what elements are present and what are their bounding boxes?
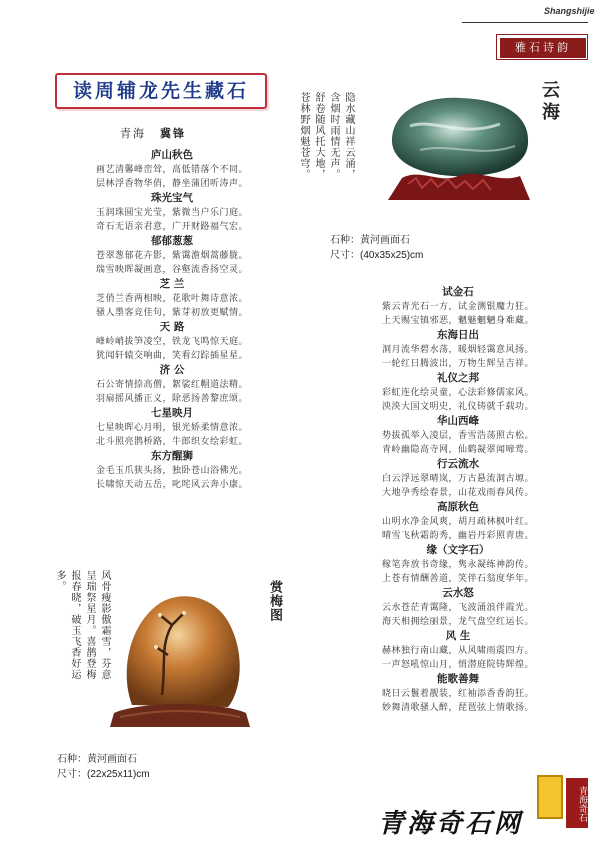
- header-divider: [462, 22, 588, 23]
- poem-line: 峰岭峭拔笋凌空，铁龙飞鸣惊天庭。: [95, 337, 248, 347]
- size-label: 尺寸：: [330, 250, 360, 261]
- poem-line: 妙舞清歌骚人醉，琵琶弦上情歌扬。: [381, 703, 534, 713]
- stamp-icon: [537, 775, 563, 819]
- poem-line: 北斗照亮鹊桥路，牛郎织女绘彩虹。: [95, 437, 248, 447]
- stone-left-label: 赏梅图: [267, 580, 282, 622]
- poem-line: 画艺清馨峰峦耸，高低错落个不同。: [95, 165, 248, 175]
- poem-title: 庐山秋色: [151, 149, 193, 161]
- column-label: 雅石诗韵: [500, 38, 586, 58]
- author-region: 青海: [120, 127, 146, 140]
- poem-line: 犹闻轩辕交响曲，笑看幻踪插星星。: [95, 351, 248, 361]
- article-title-box: [55, 73, 267, 109]
- stone-right-poem: 隐水藏山祥云涌，含烟时雨情无声。舒卷随风托大地，苍林野烟魁苍穹。: [298, 92, 354, 180]
- poem-line: 七星映晖心月明，银光娇柔情意浓。: [95, 423, 248, 433]
- cloud-sea-stone-image: [380, 88, 535, 206]
- poem-title: 风 生: [445, 630, 471, 642]
- poem-title: 高原秋色: [437, 501, 479, 513]
- poem-line: 瑞雪映晖凝画意，谷壑流香扬空灵。: [95, 265, 248, 275]
- poem-line: 层林浮香物华俏，静坐蒲团听涛声。: [95, 179, 248, 189]
- poem-line: 苍翠葱郁花卉影，紫霭澹烟蒿藤胧。: [95, 251, 248, 261]
- poem-line: 一轮红日腾波出，万物生辉呈吉祥。: [381, 359, 534, 369]
- article-title: 读周辅龙先生藏石: [72, 80, 249, 102]
- size-value: (40x35x25)cm: [360, 250, 424, 261]
- poem-title: 行云流水: [437, 458, 479, 470]
- poem-title: 礼仪之邦: [437, 372, 479, 384]
- poem-line: 紫云青光石一方，试金测银魔力狂。: [381, 302, 534, 312]
- poem-line: 山明水净金风爽，胡月疏林枫叶红。: [381, 517, 534, 527]
- footer-brand: 青海奇石网: [378, 809, 524, 839]
- type-value: 黄河画面石: [360, 235, 410, 246]
- poem-line: 赫林独行南山藏，从风啸雨震四方。: [381, 646, 534, 656]
- poem-title: 济 公: [159, 364, 185, 376]
- poem-title: 东海日出: [437, 329, 479, 341]
- author-line: [120, 125, 186, 141]
- plum-stone-image: [100, 585, 260, 735]
- brand-english: Shangshijie: [544, 6, 595, 16]
- poem-line: 奇石无语亲君意，广开财路福气宏。: [95, 222, 248, 232]
- footer-seal: 青海奇石: [566, 778, 588, 828]
- author-name: 冀锋: [160, 127, 186, 140]
- poem-line: 大地孕秀绘春景，山花戏雨春风传。: [381, 488, 534, 498]
- stone-right-meta: [330, 233, 423, 263]
- stone-right-label: 云海: [539, 80, 560, 124]
- poem-title: 珠光宝气: [151, 192, 193, 204]
- poem-title: 郁郁葱葱: [151, 235, 193, 247]
- poem-line: 石公寄情捺高僧，絮裟红帽道法精。: [95, 380, 248, 390]
- poem-line: 羽扇摇风播正义，除恶扬善黎庶颂。: [95, 394, 248, 404]
- poem-line: 上天赐宝镇邪恶，魑魅魍魉身难藏。: [381, 316, 534, 326]
- stone-left-poem: 风骨瘦影傲霜雪，芬意呈瑞祭星月。喜鹊登梅报春晓，破玉飞香好运多。: [54, 570, 110, 680]
- poem-title: 东方醒狮: [151, 450, 193, 462]
- right-poem-column: [338, 285, 578, 715]
- poem-line: 晴雪飞秋霜韵秀，幽岩丹彩照青唐。: [381, 531, 534, 541]
- poem-title: 天 路: [159, 321, 185, 333]
- type-label: 石种：: [57, 754, 87, 765]
- poem-line: 骚人墨客竞佳句，紫芽初放更赋情。: [95, 308, 248, 318]
- type-label: 石种：: [330, 235, 360, 246]
- poem-line: 玉润珠圆宝光莹，紫微当户乐门庭。: [95, 208, 248, 218]
- poem-title: 试金石: [442, 286, 474, 298]
- poem-line: 芝俏兰香两相映，花歌叶舞诗意浓。: [95, 294, 248, 304]
- left-poem-column: [52, 148, 292, 492]
- poem-line: 泱泱大国文明史，礼仪铸就千载功。: [381, 402, 534, 412]
- poem-line: 上苍有情酬善道，笑伴石翁度华年。: [381, 574, 534, 584]
- poem-line: 稼笔奔放书奇缘，隽永凝练神韵传。: [381, 560, 534, 570]
- poem-line: 洞月流华碧水荡，暖烟轻霭意风扬。: [381, 345, 534, 355]
- poem-line: 一声怒吼惊山月，悄潜庭院铸辉煌。: [381, 660, 534, 670]
- poem-title: 能歌善舞: [437, 673, 479, 685]
- poem-title: 云水怒: [442, 587, 474, 599]
- poem-line: 白云浮远翠晴岚，万古悬流洞古塬。: [381, 474, 534, 484]
- poem-line: 彩虹连化绘灵童，心法彩修儒家风。: [381, 388, 534, 398]
- poem-line: 青岭幽隐高寺网，仙鹤凝翠闻啼莺。: [381, 445, 534, 455]
- poem-title: 华山西峰: [437, 415, 479, 427]
- size-label: 尺寸：: [57, 769, 87, 780]
- poem-line: 长啸惊天动五岳，叱咤风云奔小康。: [95, 480, 248, 490]
- poem-line: 海天相拥绘丽景，龙气盘空红运长。: [381, 617, 534, 627]
- poem-line: 势拔孤举入凌层，香雪浩荡照古松。: [381, 431, 534, 441]
- poem-title: 七星映月: [151, 407, 193, 419]
- stone-left-meta: [57, 752, 150, 782]
- poem-line: 云水苍茫青霭隆，飞波涌浪伴霞光。: [381, 603, 534, 613]
- poem-line: 晓日云鬟着靓装，红袖添香香韵狂。: [381, 689, 534, 699]
- poem-title: 芝 兰: [159, 278, 185, 290]
- poem-line: 金毛玉爪狭头扬，独卧苍山浴佛光。: [95, 466, 248, 476]
- type-value: 黄河画面石: [87, 754, 137, 765]
- size-value: (22x25x11)cm: [87, 769, 150, 780]
- poem-title: 缘（文字石）: [426, 544, 490, 556]
